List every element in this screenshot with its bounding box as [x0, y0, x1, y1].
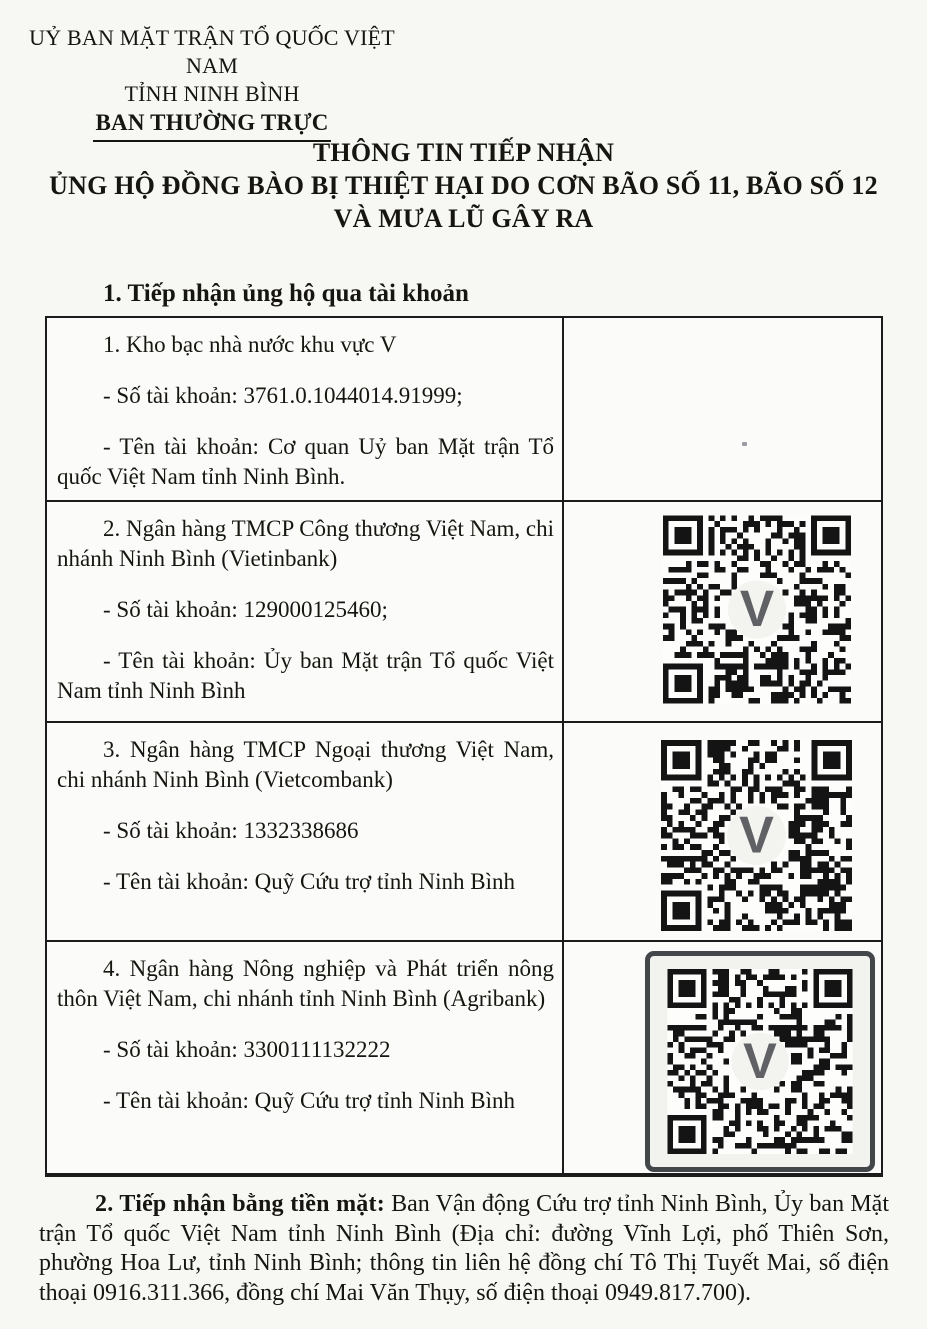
vietqr-code: [663, 515, 851, 704]
account-details-cell: [46, 722, 563, 941]
title-line1: THÔNG TIN TIẾP NHẬN: [312, 138, 615, 167]
section2-cash-paragraph: [39, 1190, 889, 1308]
account-title: 1. Kho bạc nhà nước khu vực V: [103, 332, 397, 357]
account-holder: - Tên tài khoản: Ủy ban Mặt trận Tổ quốc Việt Nam tỉnh Ninh Bình: [57, 648, 554, 703]
title-line3: VÀ MƯA LŨ GÂY RA: [333, 204, 594, 233]
account-number: - Số tài khoản: 1332338686: [103, 818, 359, 843]
accounts-table: [45, 316, 883, 1177]
org-standing-committee: BAN THƯỜNG TRỰC: [93, 109, 330, 142]
table-row: [46, 501, 882, 722]
vietqr-code: [663, 969, 857, 1154]
page-title: [0, 136, 927, 235]
svg-text:V: V: [739, 580, 775, 638]
qr-cell: [563, 941, 882, 1175]
org-name-line2: TỈNH NINH BÌNH: [124, 81, 300, 106]
scan-speck: [742, 442, 747, 446]
qr-cell: [563, 501, 882, 722]
account-title: 4. Ngân hàng Nông nghiệp và Phát triển nông thôn Việt Nam, chi nhánh tỉnh Ninh Bình (Agribank): [57, 956, 554, 1011]
account-title: 2. Ngân hàng TMCP Công thương Việt Nam, chi nhánh Ninh Bình (Vietinbank): [57, 516, 554, 571]
account-number: - Số tài khoản: 129000125460;: [103, 597, 388, 622]
svg-text:V: V: [743, 1031, 777, 1089]
section2-text: Ban Vận động Cứu trợ tỉnh Ninh Bình, Ủy ban Mặt trận Tổ quốc Việt Nam tỉnh Ninh Bình (Địa chỉ: đường Vĩnh Lợi, phố Thiên Sơn, phường Hoa Lư, tỉnh Ninh Bình; thông tin liên hệ đồng chí Tô Thị Tuyết Mai, số điện thoại 0916.311.366, đồng chí Mai Văn Thụy, số điện thoại 0949.817.700).: [39, 1191, 889, 1306]
account-number: - Số tài khoản: 3300111132222: [103, 1037, 391, 1062]
qr-cell-empty: [563, 317, 882, 501]
account-number: - Số tài khoản: 3761.0.1044014.91999;: [103, 383, 463, 408]
org-header: [12, 24, 412, 142]
account-details-cell: [46, 501, 563, 722]
account-holder: - Tên tài khoản: Cơ quan Uỷ ban Mặt trận Tổ quốc Việt Nam tỉnh Ninh Bình.: [57, 434, 554, 489]
vietqr-code: [661, 740, 852, 931]
vietqr-code-framed: [645, 951, 875, 1172]
account-details-cell: [46, 941, 563, 1175]
table-row: [46, 317, 882, 501]
section2-label: 2. Tiếp nhận bằng tiền mặt:: [95, 1191, 385, 1217]
section1-heading: 1. Tiếp nhận ủng hộ qua tài khoản: [103, 280, 469, 307]
svg-text:V: V: [739, 806, 774, 865]
qr-cell: [563, 722, 882, 941]
account-holder: - Tên tài khoản: Quỹ Cứu trợ tỉnh Ninh Bình: [103, 1088, 515, 1113]
title-line2: ỦNG HỘ ĐỒNG BÀO BỊ THIỆT HẠI DO CƠN BÃO SỐ 11, BÃO SỐ 12: [49, 171, 878, 200]
org-name-line1: UỶ BAN MẶT TRẬN TỔ QUỐC VIỆT NAM: [29, 25, 395, 78]
account-title: 3. Ngân hàng TMCP Ngoại thương Việt Nam, chi nhánh Ninh Bình (Vietcombank): [57, 737, 554, 792]
account-details-cell: [46, 317, 563, 501]
table-row: [46, 722, 882, 941]
table-row: [46, 941, 882, 1175]
account-holder: - Tên tài khoản: Quỹ Cứu trợ tỉnh Ninh Bình: [103, 869, 515, 894]
